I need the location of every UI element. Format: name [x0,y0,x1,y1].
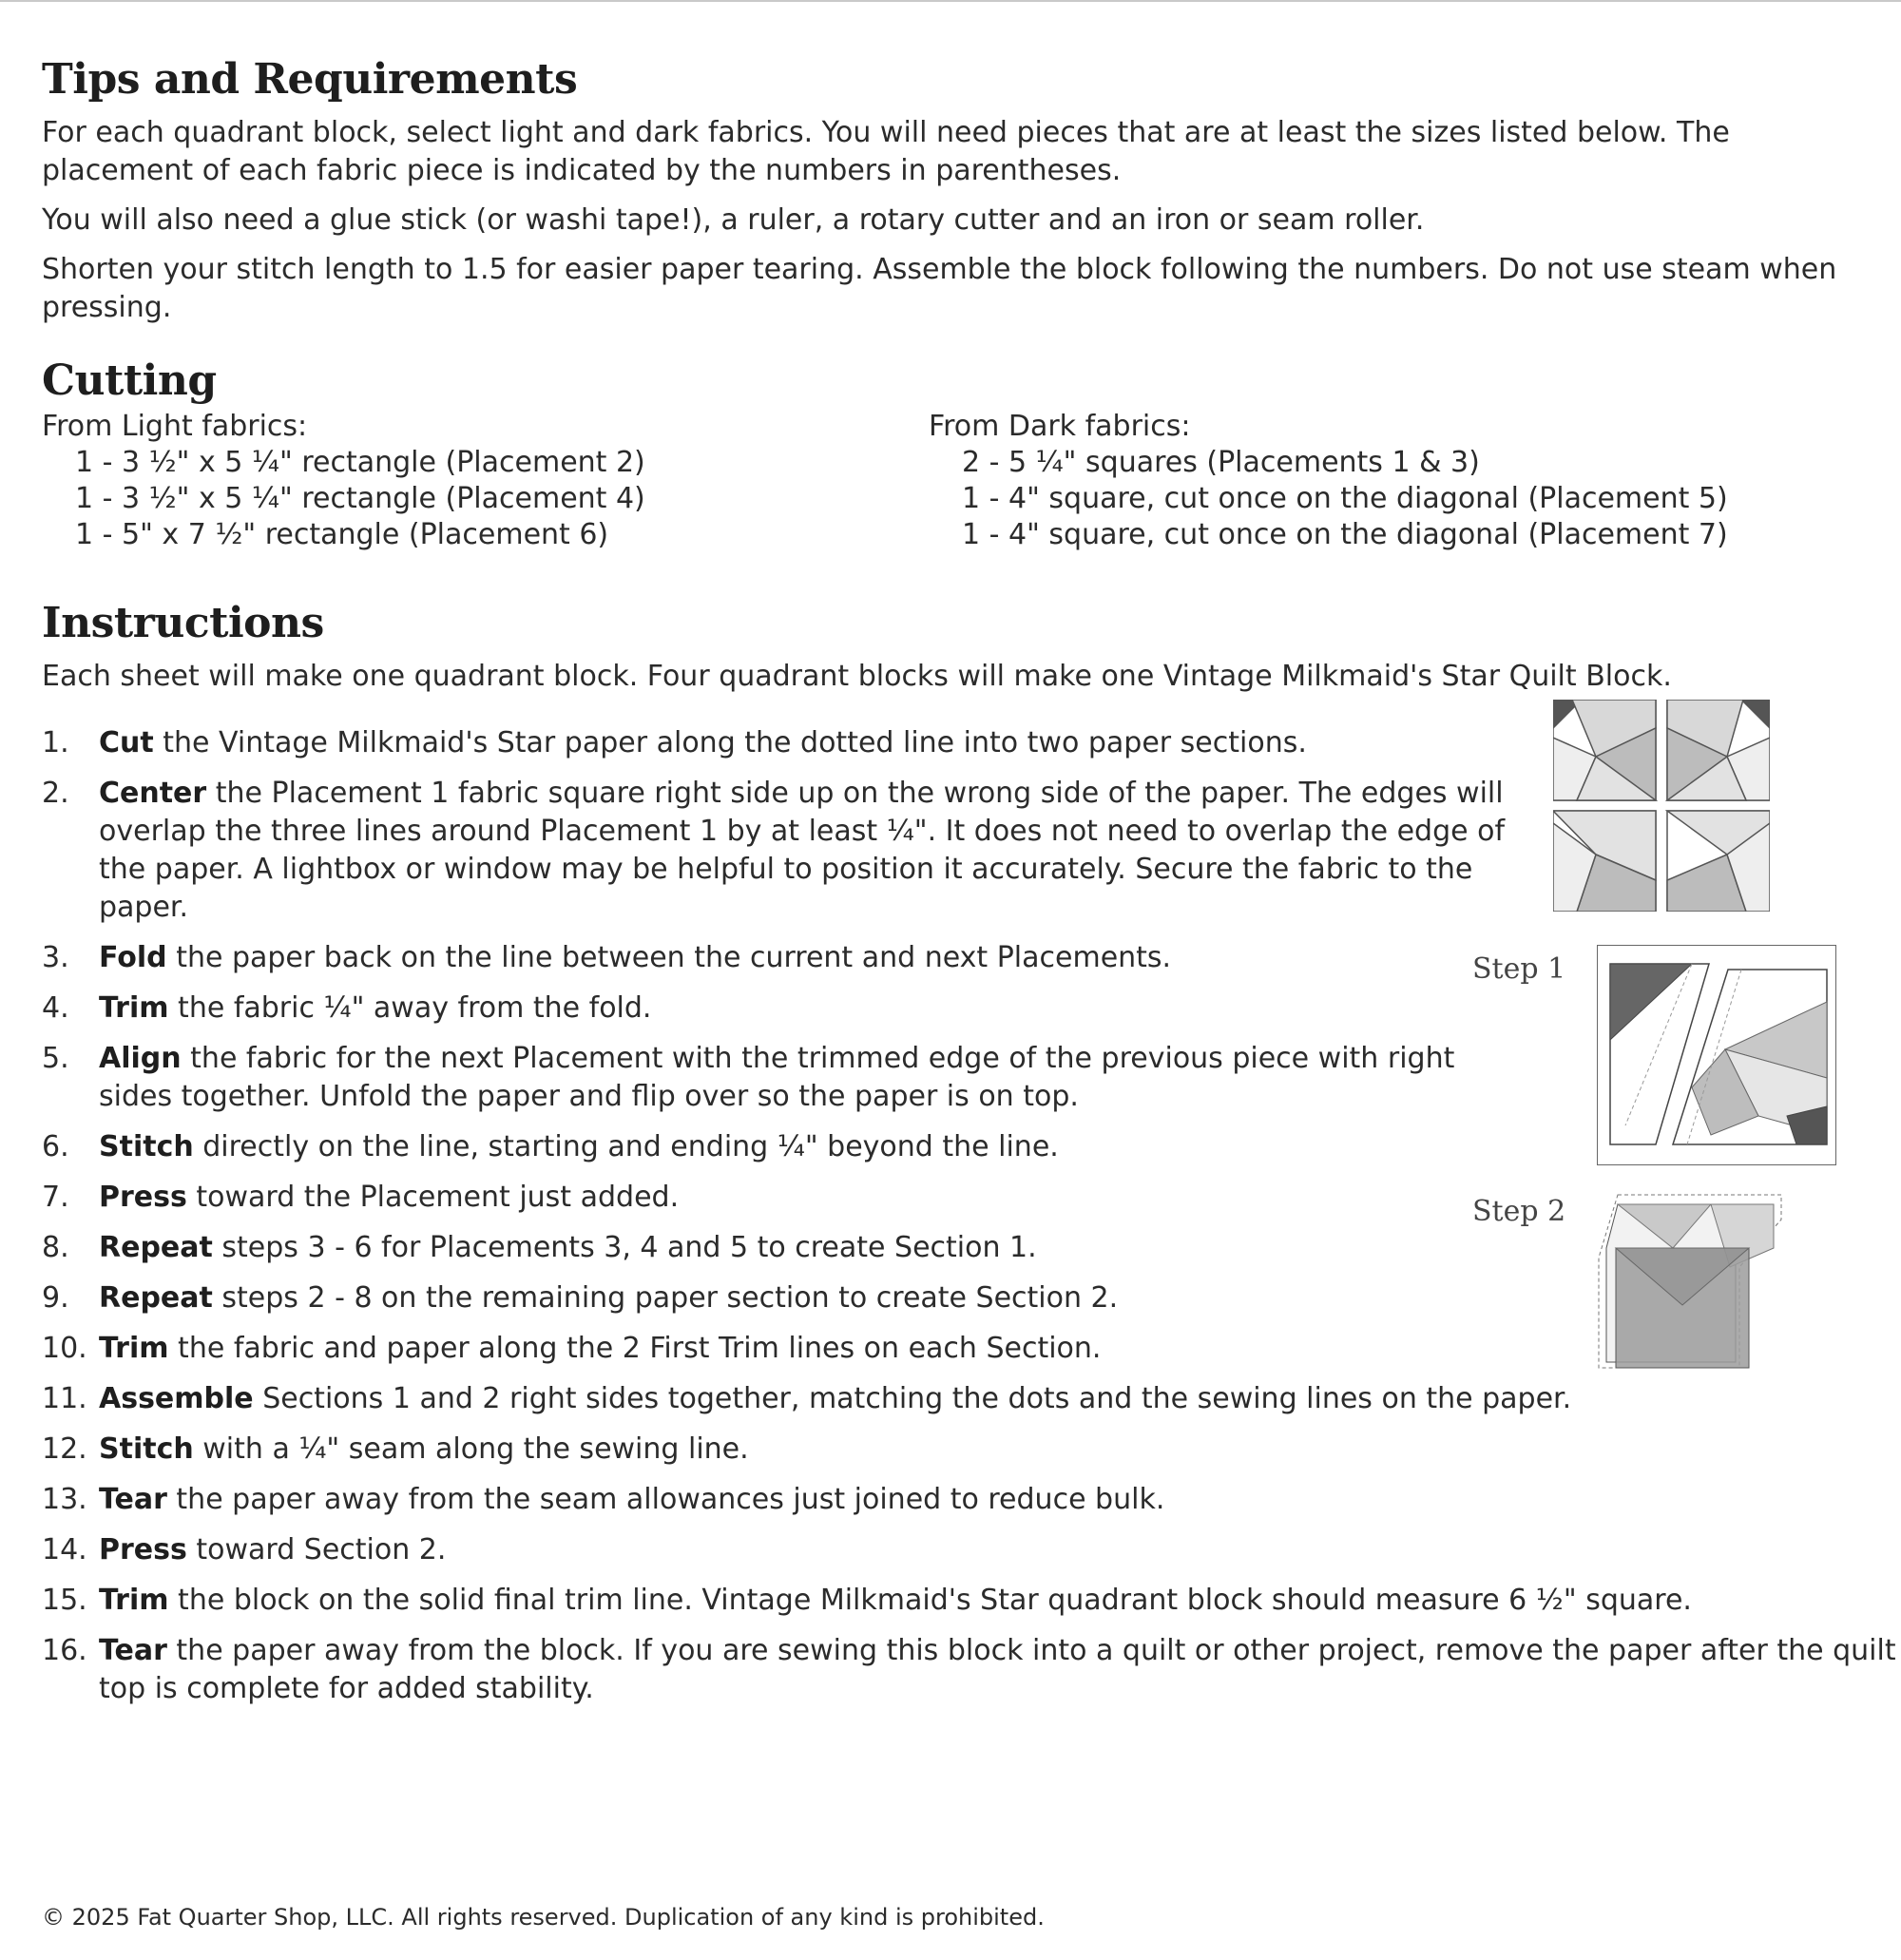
step-action: Trim [99,1584,169,1617]
step-number: 12. [42,1432,87,1466]
step-number: 8. [42,1231,69,1264]
step-number: 13. [42,1483,87,1516]
step-action: Stitch [99,1432,194,1466]
instructions-intro: Each sheet will make one quadrant block. Four quadrant blocks will make one Vintage Milkmaid's Star Quilt Block. [42,660,1672,693]
step-action: Press [99,1181,187,1214]
step-action: Press [99,1533,187,1566]
step-item [42,775,1553,927]
step-action: Cut [99,726,154,759]
step-1-illustration [1597,945,1836,1165]
step-item [42,1330,1515,1368]
step-item [42,990,1515,1028]
step-number: 2. [42,777,69,810]
step-item [42,724,1553,762]
light-fabrics-list [42,409,645,553]
step-number: 5. [42,1042,69,1075]
tips-paragraph-fabrics: For each quadrant block, select light and dark fabrics. You will need pieces that are at least the sizes listed below. The placement of each fabric piece is indicated by the numbers in parentheses. [42,116,1730,187]
step-item [42,1481,1901,1519]
step-action: Tear [99,1483,167,1516]
light-fabrics-label: From Light fabrics: [42,410,308,443]
step-action: Stitch [99,1130,194,1163]
step-number: 6. [42,1130,69,1163]
step-text: the Vintage Milkmaid's Star paper along the dotted line into two paper sections. [153,726,1307,759]
step-number: 4. [42,991,69,1025]
step-2-illustration [1597,1191,1783,1372]
step-text: the paper away from the seam allowances just joined to reduce bulk. [166,1483,1165,1516]
step-number: 7. [42,1181,69,1214]
step-text: the block on the solid final trim line. Vintage Milkmaid's Star quadrant block should measure 6 ½" square. [168,1584,1692,1617]
step-text: the paper back on the line between the current and next Placements. [166,941,1172,974]
step-text: the fabric and paper along the 2 First Trim lines on each Section. [168,1332,1102,1365]
step-action: Trim [99,991,169,1025]
copyright-footer: © 2025 Fat Quarter Shop, LLC. All rights reserved. Duplication of any kind is prohibited. [42,1904,1045,1931]
step-item [42,1279,1515,1317]
tips-heading: Tips and Requirements [42,55,578,104]
step-text: the Placement 1 fabric square right side up on the wrong side of the paper. The edges will overlap the three lines around Placement 1 by at least ¼". It does not need to overlap the edge of the paper. A lightbox or window may be helpful to position it accurately. Secure the fabric to the paper. [99,777,1506,924]
instructions-heading: Instructions [42,599,324,647]
step-text: the fabric for the next Placement with the trimmed edge of the previous piece with right sides together. Unfold the paper and flip over so the paper is on top. [99,1042,1455,1113]
step-item [42,1040,1515,1116]
step-item [42,1128,1515,1166]
step-item [42,1179,1515,1217]
step-item [42,1431,1901,1469]
light-fabric-item: 1 - 3 ½" x 5 ¼" rectangle (Placement 2) [75,446,645,479]
step-number: 14. [42,1533,87,1566]
step-text: steps 3 - 6 for Placements 3, 4 and 5 to create Section 1. [212,1231,1037,1264]
step-item [42,1632,1901,1708]
tips-paragraph-stitch: Shorten your stitch length to 1.5 for easier paper tearing. Assemble the block following the numbers. Do not use steam when pressing. [42,253,1837,324]
step-1-label: Step 1 [1472,952,1566,986]
star-block-illustration [1553,700,1770,912]
step-text: the paper away from the block. If you are sewing this block into a quilt or other project, remove the paper after the quilt top is complete for added stability. [99,1634,1896,1705]
step-number: 1. [42,726,69,759]
step-2-label: Step 2 [1472,1195,1566,1228]
step-item [42,939,1515,977]
step-text: toward the Placement just added. [186,1181,680,1214]
step-text: with a ¼" seam along the sewing line. [193,1432,749,1466]
dark-fabrics-label: From Dark fabrics: [929,410,1191,443]
step-number: 3. [42,941,69,974]
step-action: Assemble [99,1382,254,1415]
step-action: Fold [99,941,167,974]
step-text: toward Section 2. [186,1533,447,1566]
step-action: Repeat [99,1281,213,1315]
dark-fabric-item: 2 - 5 ¼" squares (Placements 1 & 3) [962,446,1480,479]
dark-fabrics-list [929,409,1728,553]
step-action: Center [99,777,207,810]
step-item [42,1531,1901,1569]
step-number: 9. [42,1281,69,1315]
tips-paragraph-tools: You will also need a glue stick (or washi tape!), a ruler, a rotary cutter and an iron or seam roller. [42,203,1425,237]
top-rule [0,0,1901,2]
step-number: 15. [42,1584,87,1617]
light-fabric-item: 1 - 5" x 7 ½" rectangle (Placement 6) [75,518,609,551]
step-text: directly on the line, starting and ending ¼" beyond the line. [193,1130,1059,1163]
dark-fabric-item: 1 - 4" square, cut once on the diagonal (Placement 7) [962,518,1728,551]
step-action: Trim [99,1332,169,1365]
light-fabric-item: 1 - 3 ½" x 5 ¼" rectangle (Placement 4) [75,482,645,515]
step-number: 11. [42,1382,87,1415]
step-item [42,1380,1901,1418]
step-item [42,1582,1901,1620]
step-text: steps 2 - 8 on the remaining paper section to create Section 2. [212,1281,1119,1315]
step-text: the fabric ¼" away from the fold. [168,991,652,1025]
cutting-heading: Cutting [42,356,217,405]
step-text: Sections 1 and 2 right sides together, matching the dots and the sewing lines on the paper. [253,1382,1572,1415]
step-item [42,1229,1515,1267]
step-action: Align [99,1042,182,1075]
dark-fabric-item: 1 - 4" square, cut once on the diagonal (Placement 5) [962,482,1728,515]
step-number: 10. [42,1332,87,1365]
step-action: Tear [99,1634,167,1667]
step-action: Repeat [99,1231,213,1264]
step-number: 16. [42,1634,87,1667]
